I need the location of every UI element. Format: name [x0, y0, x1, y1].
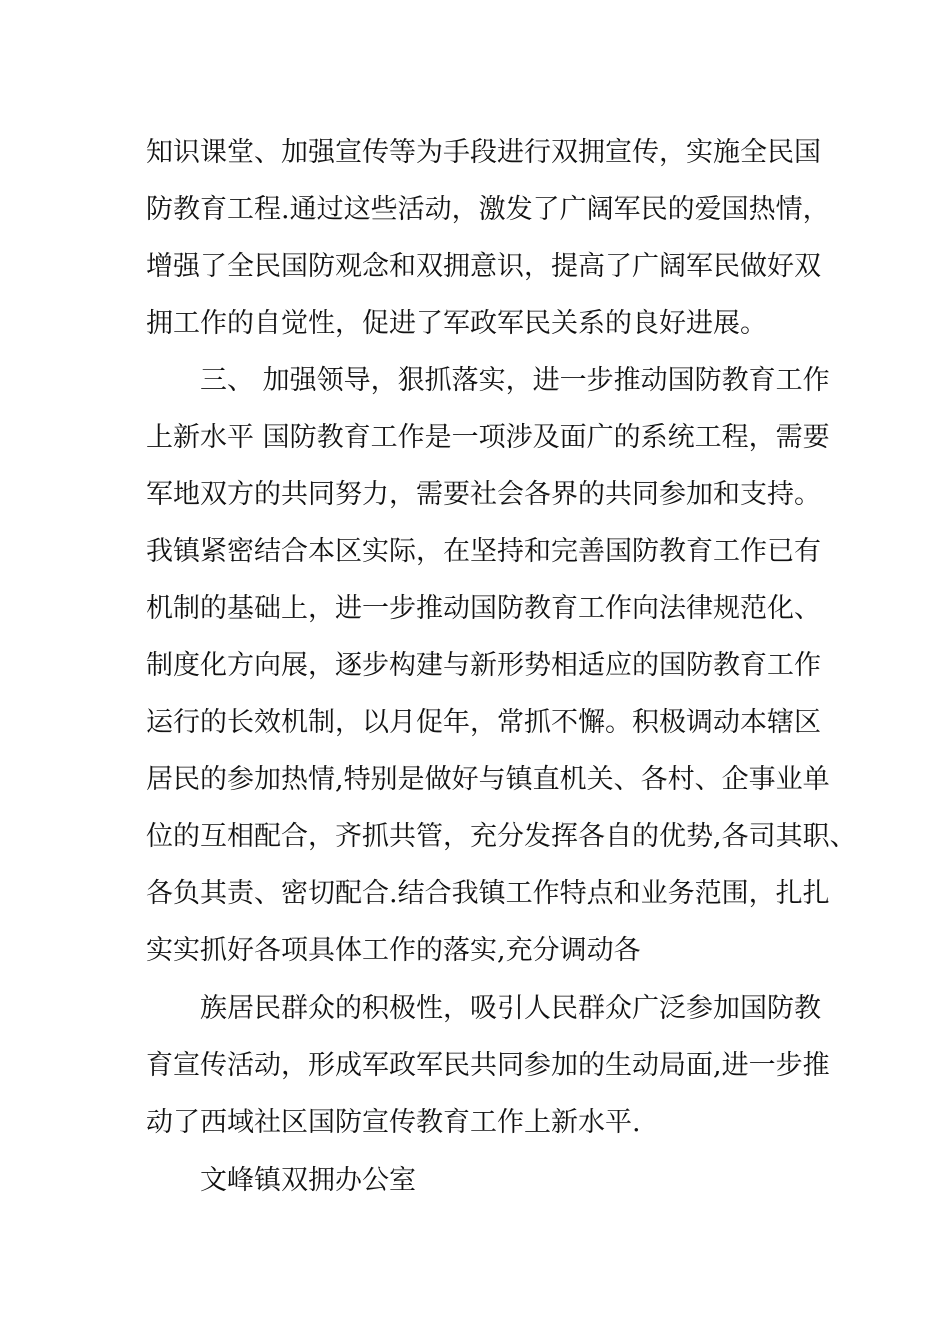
text-line: 军地双方的共同努力，需要社会各界的共同参加和支持。	[146, 479, 821, 510]
text-line: 拥工作的自觉性，促进了军政军民关系的良好进展。	[146, 308, 767, 339]
text-line: 实实抓好各项具体工作的落实,充分调动各	[146, 935, 641, 966]
text-line: 育宣传活动，形成军政军民共同参加的生动局面,进一步推	[146, 1050, 830, 1081]
text-line: 我镇紧密结合本区实际，在坚持和完善国防教育工作已有	[146, 536, 821, 567]
text-line: 动了西域社区国防宣传教育工作上新水平.	[146, 1107, 641, 1138]
signature-paragraph	[146, 1152, 826, 1209]
text-line: 居民的参加热情,特别是做好与镇直机关、各村、企事业单	[146, 764, 830, 795]
text-line: 增强了全民国防观念和双拥意识，提高了广阔军民做好双	[146, 251, 821, 282]
office-signature: 文峰镇双拥办公室	[200, 1165, 416, 1196]
text-line: 位的互相配合，齐抓共管，充分发挥各自的优势,各司其职、	[146, 821, 857, 852]
paragraph-3	[146, 980, 830, 1151]
text-line: 上新水平 国防教育工作是一项涉及面广的系统工程，需要	[146, 422, 830, 453]
text-line: 机制的基础上，进一步推动国防教育工作向法律规范化、	[146, 593, 821, 624]
text-line: 知识课堂、加强宣传等为手段进行双拥宣传，实施全民国	[146, 137, 821, 168]
text-line: 运行的长效机制，以月促年，常抓不懈。积极调动本辖区	[146, 707, 821, 738]
text-line: 三、 加强领导，狠抓落实，进一步推动国防教育工作	[200, 365, 830, 396]
text-line: 制度化方向展，逐步构建与新形势相适应的国防教育工作	[146, 650, 821, 681]
text-line: 防教育工程.通过这些活动，激发了广阔军民的爱国热情，	[146, 194, 830, 225]
paragraph-2	[146, 352, 857, 979]
text-line: 各负其责、密切配合.结合我镇工作特点和业务范围，扎扎	[146, 878, 830, 909]
paragraph-1	[146, 124, 830, 352]
text-line: 族居民群众的积极性，吸引人民群众广泛参加国防教	[200, 993, 821, 1024]
